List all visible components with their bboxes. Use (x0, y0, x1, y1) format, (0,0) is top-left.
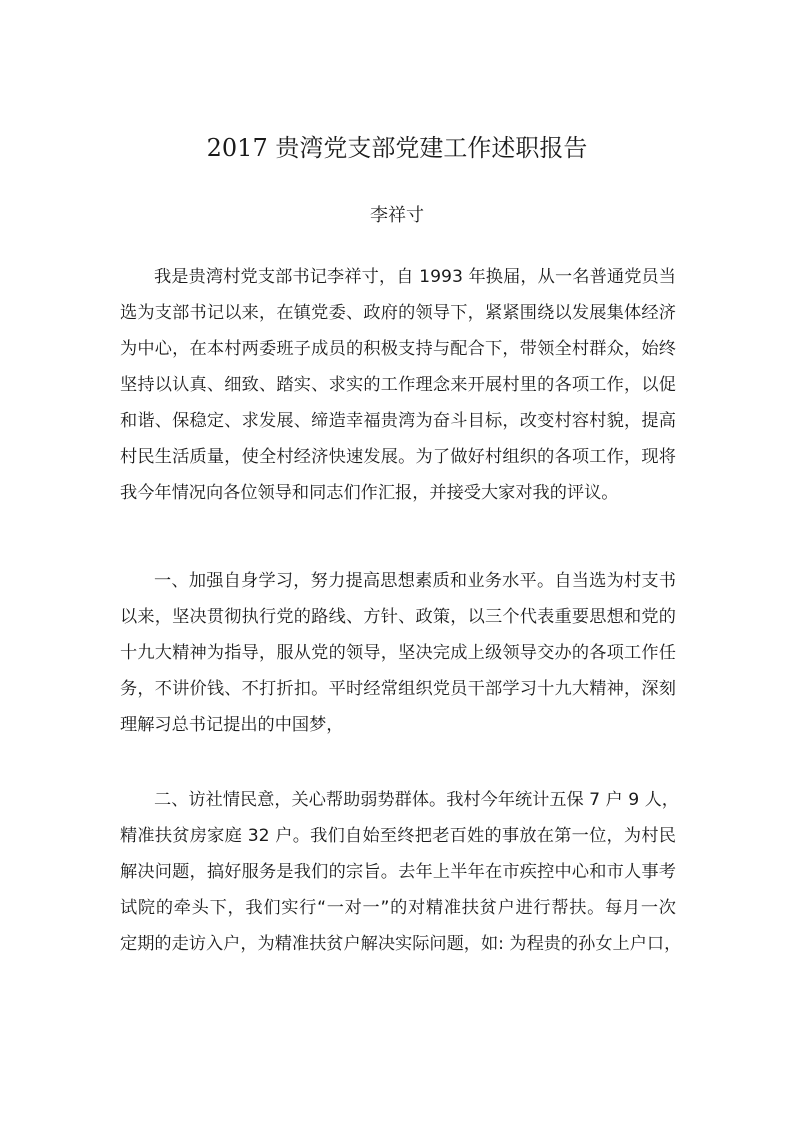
paragraph-line: 精准扶贫房家庭 32 户。我们自始至终把老百姓的事放在第一位，为村民 (120, 826, 676, 846)
paragraph-line: 选为支部书记以来，在镇党委、政府的领导下，紧紧围绕以发展集体经济 (120, 303, 676, 323)
paragraph-line: 十九大精神为指导，服从党的领导，坚决完成上级领导交办的各项工作任 (120, 643, 676, 663)
paragraph-line: 以来，坚决贯彻执行党的路线、方针、政策，以三个代表重要思想和党的 (120, 607, 676, 627)
paragraph-line: 定期的走访入户，为精准扶贫户解决实际问题，如: 为程贵的孙女上户口， (120, 934, 682, 954)
paragraph-line: 试院的牵头下，我们实行“一对一”的对精准扶贫户进行帮扶。每月一次 (120, 898, 676, 918)
paragraph-line: 理解习总书记提出的中国梦， (120, 715, 344, 735)
paragraph-line: 村民生活质量，使全村经济快速发展。为了做好村组织的各项工作，现将 (120, 447, 676, 467)
paragraph-intro (120, 259, 676, 511)
paragraph-line: 我今年情况向各位领导和同志们作汇报，并接受大家对我的评议。 (120, 483, 619, 503)
paragraph-line: 一、加强自身学习，努力提高思想素质和业务水平。自当选为村支书 (154, 571, 676, 591)
paragraph-line: 坚持以认真、细致、踏实、求实的工作理念来开展村里的各项工作，以促 (120, 375, 676, 395)
paragraph-line: 为中心，在本村两委班子成员的积极支持与配合下，带领全村群众，始终 (120, 339, 676, 359)
paragraph-section-two (120, 782, 682, 962)
paragraph-line: 务，不讲价钱、不打折扣。平时经常组织党员干部学习十九大精神，深刻 (120, 679, 676, 699)
paragraph-line: 二、访社情民意，关心帮助弱势群体。我村今年统计五保 7 户 9 人， (154, 790, 679, 810)
paragraph-line: 解决问题，搞好服务是我们的宗旨。去年上半年在市疾控中心和市人事考 (120, 862, 676, 882)
document-title: 2017 贵湾党支部党建工作述职报告 (206, 134, 588, 162)
paragraph-section-one (120, 563, 676, 743)
paragraph-line: 我是贵湾村党支部书记李祥寸，自 1993 年换届，从一名普通党员当 (154, 267, 676, 287)
document-author: 李祥寸 (370, 205, 424, 226)
paragraph-line: 和谐、保稳定、求发展、缔造幸福贵湾为奋斗目标，改变村容村貌，提高 (120, 411, 676, 431)
